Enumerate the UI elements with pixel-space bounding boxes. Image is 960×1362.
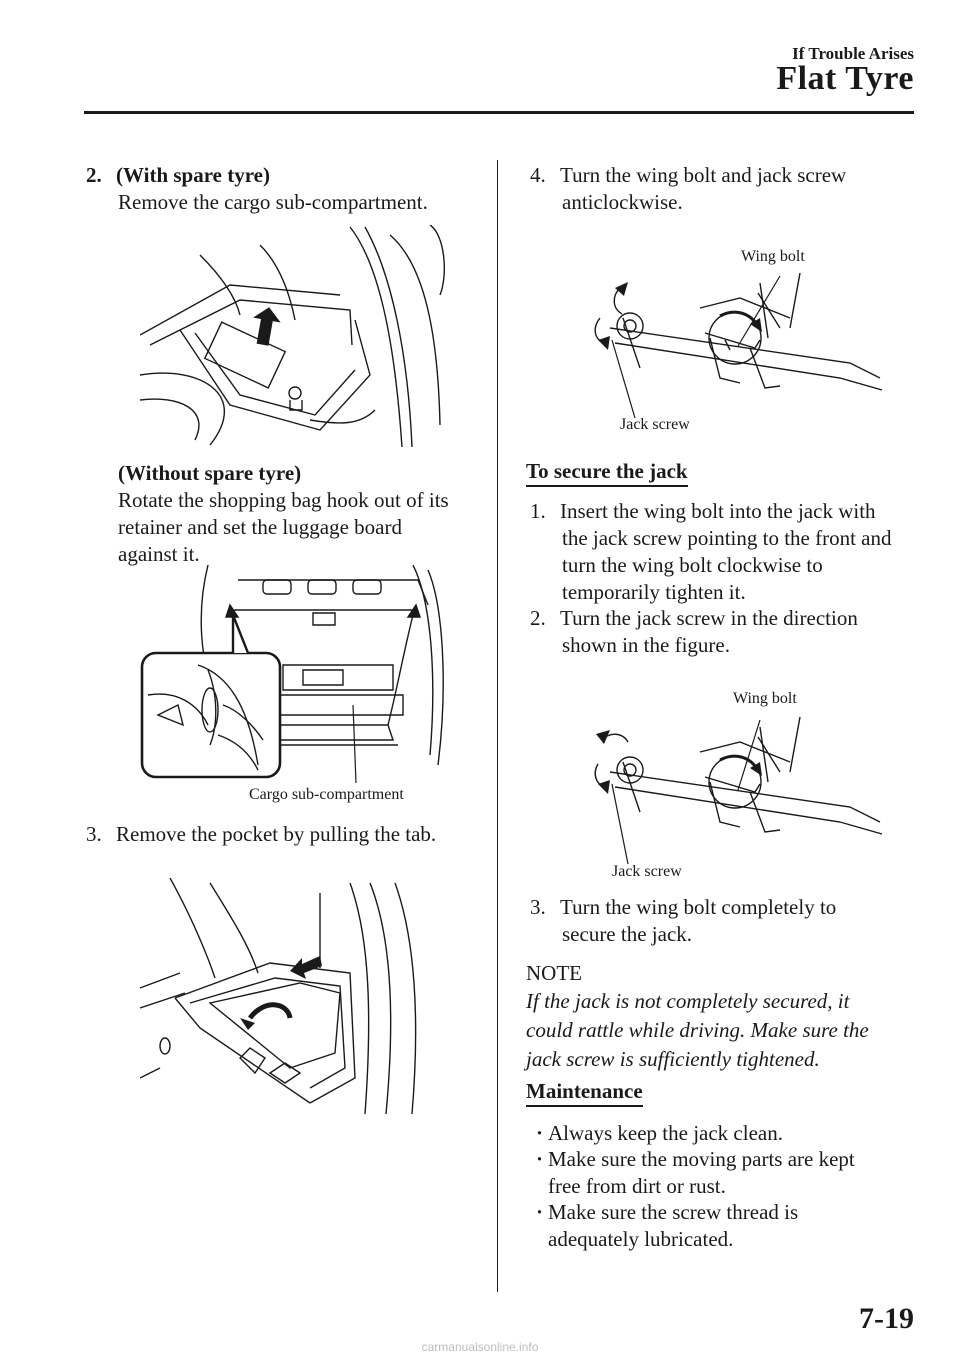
jack-figure-anticlockwise [590, 268, 886, 418]
jack-screw-label-1: Jack screw [620, 416, 690, 433]
secure-step-1-text-1: Insert the wing bolt into the jack with [560, 499, 876, 523]
page-number: 7-19 [859, 1302, 914, 1335]
step-3-left [86, 821, 436, 848]
without-spare-line-1: Rotate the shopping bag hook out of its [118, 488, 449, 512]
secure-step-3-number: 3. [530, 895, 546, 919]
maintenance-bullet-2-cont: free from dirt or rust. [548, 1174, 726, 1198]
maintenance-bullet-2: · Make sure the moving parts are kept [548, 1146, 855, 1173]
maintenance-bullet-3-cont: adequately lubricated. [548, 1227, 734, 1251]
step-4-number: 4. [530, 163, 546, 187]
step-2-number: 2. [86, 163, 102, 187]
cargo-compartment-illustration [140, 225, 450, 447]
secure-step-1-line-3: turn the wing bolt clockwise to [562, 553, 823, 577]
maintenance-bullet-3: · Make sure the screw thread is [548, 1199, 798, 1226]
step-3-left-text: Remove the pocket by pulling the tab. [116, 822, 437, 846]
jack-figure-tighten [590, 712, 886, 866]
step-4-line-2: anticlockwise. [562, 190, 683, 214]
secure-step-3-text-1: Turn the wing bolt completely to [560, 895, 837, 919]
without-spare-heading: (Without spare tyre) [118, 461, 302, 485]
secure-step-2-line-1 [530, 605, 858, 632]
maintenance-heading: Maintenance [526, 1079, 643, 1107]
maintenance-bullet-1: · Always keep the jack clean. [548, 1120, 783, 1147]
without-spare-line-2: retainer and set the luggage board [118, 515, 402, 539]
step-2-heading [86, 162, 270, 189]
wing-bolt-label-1: Wing bolt [741, 248, 805, 265]
note-line-2: could rattle while driving. Make sure the [526, 1018, 869, 1042]
wing-bolt-label-2: Wing bolt [733, 690, 797, 707]
step-2-heading-text: (With spare tyre) [116, 163, 270, 187]
secure-step-1-line-4: temporarily tighten it. [562, 580, 746, 604]
note-line-3: jack screw is sufficiently tightened. [526, 1047, 820, 1071]
secure-step-3-line-1 [530, 894, 836, 921]
luggage-area-illustration [138, 565, 458, 783]
column-divider [497, 160, 498, 1292]
pocket-removal-illustration [140, 878, 452, 1114]
jack-screw-label-2: Jack screw [612, 863, 682, 880]
note-title: NOTE [526, 961, 582, 985]
secure-step-3-line-2: secure the jack. [562, 922, 693, 946]
secure-step-2-line-2: shown in the figure. [562, 633, 730, 657]
secure-step-2-text-1: Turn the jack screw in the direction [560, 606, 858, 630]
header-rule [84, 111, 914, 114]
section-title: If Trouble Arises [792, 44, 914, 63]
watermark: carmanualsonline.info [421, 1340, 539, 1354]
step-4-text-1: Turn the wing bolt and jack screw [560, 163, 847, 187]
secure-step-2-number: 2. [530, 606, 546, 630]
secure-step-1-number: 1. [530, 499, 546, 523]
without-spare-line-3: against it. [118, 542, 200, 566]
page-title: Flat Tyre [776, 60, 914, 97]
secure-step-1-line-2: the jack screw pointing to the front and [562, 526, 892, 550]
note-line-1: If the jack is not completely secured, it [526, 989, 850, 1013]
step-4-line-1 [530, 162, 846, 189]
cargo-sub-compartment-label: Cargo sub-compartment [249, 786, 404, 803]
step-2-text: Remove the cargo sub-compartment. [118, 190, 428, 214]
step-3-left-number: 3. [86, 822, 102, 846]
secure-step-1-line-1 [530, 498, 876, 525]
secure-jack-heading: To secure the jack [526, 459, 688, 487]
